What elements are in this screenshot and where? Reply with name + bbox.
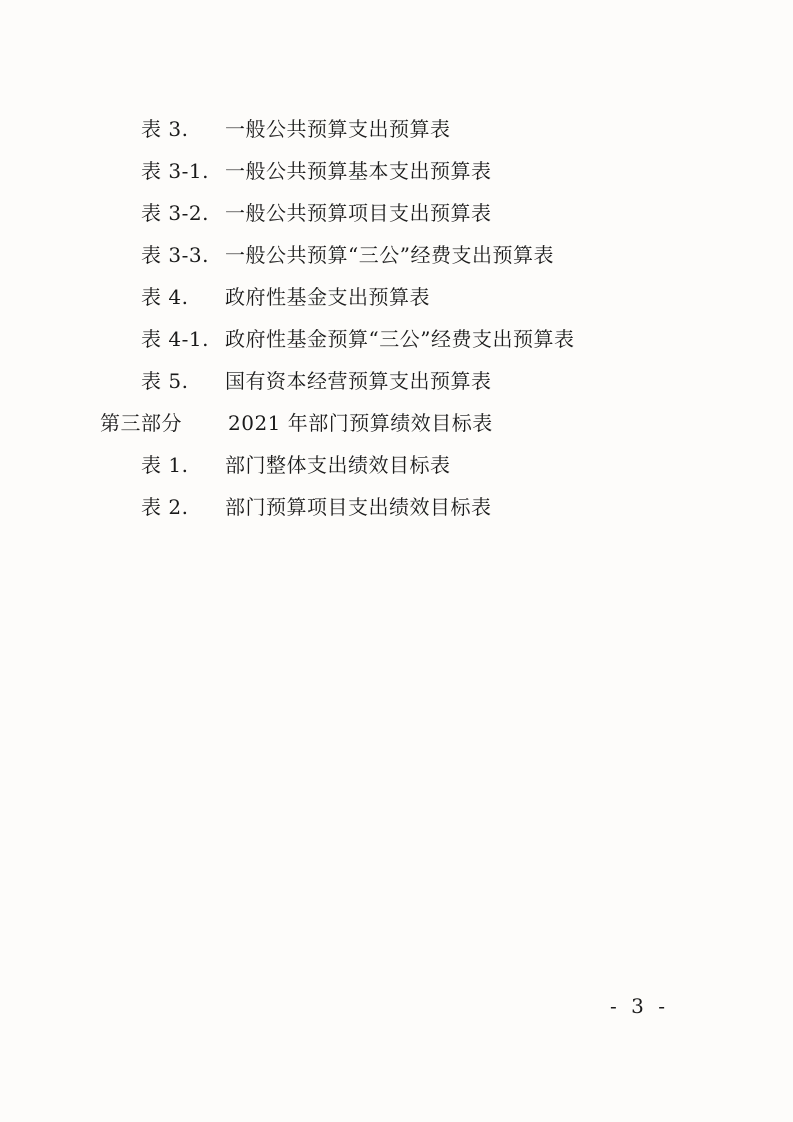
- toc-item-title: 部门预算项目支出绩效目标表: [225, 495, 492, 519]
- toc-item-number: 表 2.: [141, 495, 189, 519]
- toc-item: [141, 493, 492, 521]
- toc-item: [141, 157, 492, 185]
- toc-item: [141, 325, 575, 353]
- toc-item: [141, 115, 451, 143]
- toc-item-title: 政府性基金支出预算表: [225, 285, 430, 309]
- toc-item: [141, 367, 492, 395]
- toc-item-title: 一般公共预算基本支出预算表: [225, 159, 492, 183]
- toc-item-number: 表 3-2.: [141, 201, 209, 225]
- toc-item-title: 一般公共预算“三公”经费支出预算表: [225, 243, 554, 267]
- toc-item: [141, 283, 430, 311]
- toc-item-number: 表 5.: [141, 369, 189, 393]
- toc-item-number: 表 3.: [141, 117, 189, 141]
- toc-item: [141, 241, 554, 269]
- page-number: - 3 -: [610, 994, 669, 1018]
- toc-item: [141, 199, 492, 227]
- section-title: 2021 年部门预算绩效目标表: [228, 411, 493, 435]
- toc-item: [141, 451, 451, 479]
- toc-item-number: 表 4.: [141, 285, 189, 309]
- toc-item-title: 部门整体支出绩效目标表: [225, 453, 451, 477]
- toc-item-number: 表 1.: [141, 453, 189, 477]
- section-heading: [100, 409, 493, 437]
- toc-item-title: 一般公共预算项目支出预算表: [225, 201, 492, 225]
- section-label: 第三部分: [100, 411, 182, 435]
- toc-item-title: 国有资本经营预算支出预算表: [225, 369, 492, 393]
- toc-item-title: 一般公共预算支出预算表: [225, 117, 451, 141]
- toc-item-number: 表 3-3.: [141, 243, 209, 267]
- toc-item-title: 政府性基金预算“三公”经费支出预算表: [225, 327, 575, 351]
- toc-item-number: 表 4-1.: [141, 327, 209, 351]
- toc-item-number: 表 3-1.: [141, 159, 209, 183]
